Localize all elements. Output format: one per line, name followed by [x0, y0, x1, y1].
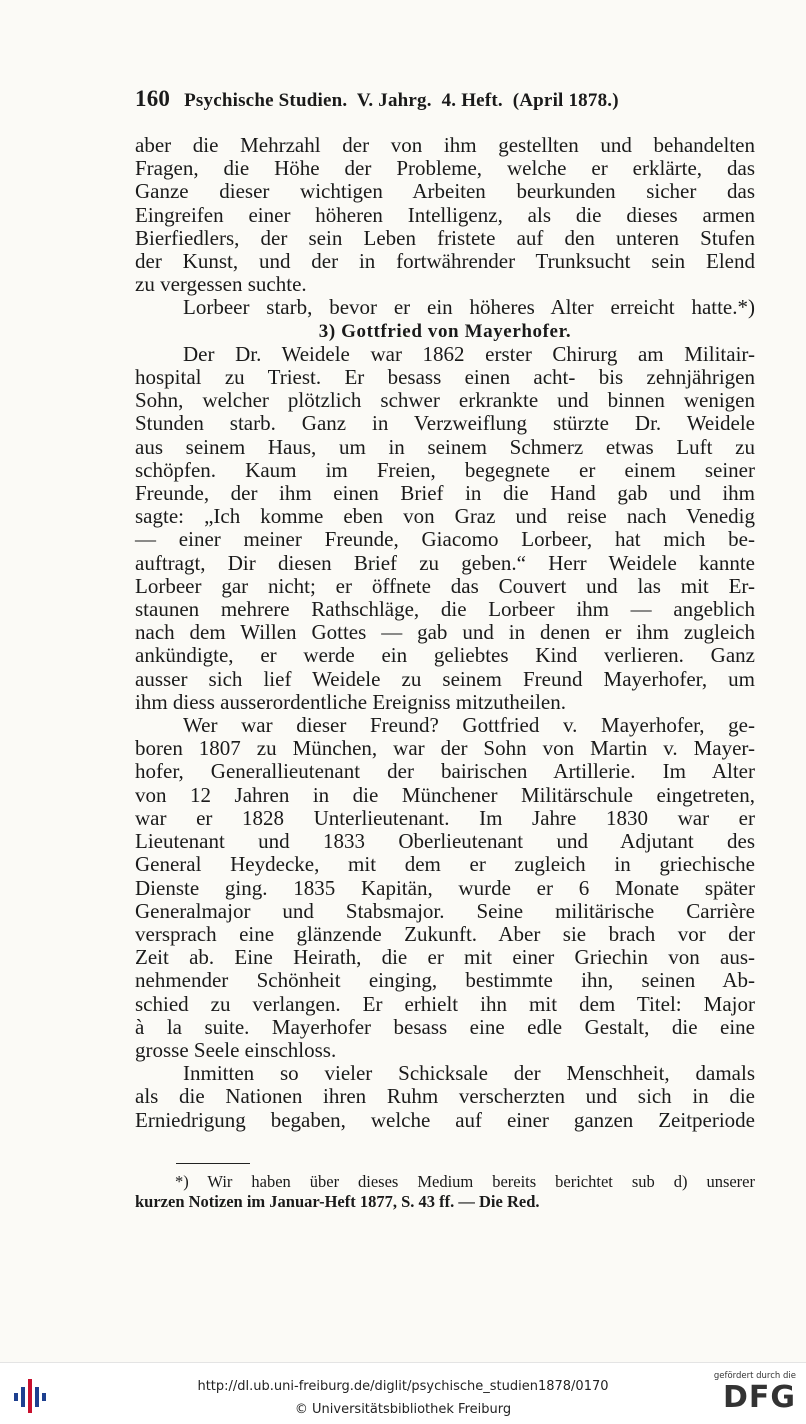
permalink-url[interactable]: http://dl.ub.uni-freiburg.de/diglit/psychische_studien1878/0170 [197, 1379, 609, 1394]
viewer-footer [0, 1362, 806, 1424]
text-line: nehmender Schönheit einging, bestimmte ihn, seinen Ab- [135, 968, 755, 993]
text-line: Ganze dieser wichtigen Arbeiten beurkunden sicher das [135, 179, 755, 204]
text-line: staunen mehrere Rathschläge, die Lorbeer ihm — angeblich [135, 597, 755, 622]
text-line: aus seinem Haus, um in seinem Schmerz etwas Luft zu [135, 434, 755, 459]
text-line: à la suite. Mayerhofer besass eine edle Gestalt, die eine [135, 1014, 755, 1039]
text-line: Erniedrigung begaben, welche auf einer ganzen Zeitperiode [135, 1107, 755, 1132]
text-line: Generalmajor und Stabsmajor. Seine militärische Carrière [135, 898, 755, 923]
running-head [135, 86, 755, 112]
text-line: Eingreifen einer höheren Intelligenz, als die dieses armen [135, 202, 755, 227]
text-line: ausser sich lief Weidele zu seinem Freund Mayerhofer, um [135, 666, 755, 691]
text-line: Wer war dieser Freund? Gottfried v. Mayerhofer, ge- [183, 713, 755, 738]
text-line: als die Nationen ihren Ruhm verscherzten und sich in die [135, 1084, 755, 1109]
text-line: ankündigte, er werde ein geliebtes Kind verlieren. Ganz [135, 643, 755, 668]
running-title: Psychische Studien. V. Jahrg. 4. Heft. (April 1878.) [184, 90, 619, 111]
text-line: Lieutenant und 1833 Oberlieutenant und Adjutant des [135, 829, 755, 854]
page-number: 160 [135, 86, 171, 111]
text-line: grosse Seele einschloss. [135, 1037, 337, 1062]
text-line: versprach eine glänzende Zukunft. Aber sie brach vor der [135, 921, 755, 946]
text-line: Zeit ab. Eine Heirath, die er mit einer Griechin von aus- [135, 945, 755, 970]
text-line: Der Dr. Weidele war 1862 erster Chirurg am Militair- [183, 341, 755, 366]
text-line: Lorbeer starb, bevor er ein höheres Alter erreicht hatte.*) [183, 295, 755, 320]
body-text [135, 134, 755, 1132]
text-line: schöpfen. Kaum im Freien, begegnete er einem seiner [135, 457, 755, 482]
text-line: hospital zu Triest. Er besass einen acht- bis zehnjährigen [135, 365, 755, 390]
text-line: Fragen, die Höhe der Probleme, welche er erklärte, das [135, 156, 755, 181]
dfg-logo-icon: DFG [722, 1380, 796, 1415]
text-line: Sohn, welcher plötzlich schwer erkrankte und binnen wenigen [135, 388, 755, 413]
text-line: boren 1807 zu München, war der Sohn von Martin v. Mayer- [135, 736, 755, 761]
copyright-notice: © Universitätsbibliothek Freiburg [294, 1402, 512, 1417]
text-line: schied zu verlangen. Er erhielt ihn mit dem Titel: Major [135, 991, 755, 1016]
text-line: hofer, Generallieutenant der bairischen Artillerie. Im Alter [135, 759, 755, 784]
text-line: — einer meiner Freunde, Giacomo Lorbeer, hat mich be- [135, 527, 755, 552]
dfg-funding-badge [706, 1371, 796, 1419]
section-heading: 3) Gottfried von Mayerhofer. [318, 320, 572, 342]
text-line: General Heydecke, mit dem er zugleich in griechische [135, 852, 755, 877]
text-line: war er 1828 Unterlieutenant. Im Jahre 1830 war er [135, 805, 755, 830]
text-line: Dienste ging. 1835 Kapitän, wurde er 6 Monate später [135, 875, 755, 900]
text-line: sagte: „Ich komme eben von Graz und reise nach Venedig [135, 504, 755, 529]
text-line: Bierfiedlers, der sein Leben fristete auf den unteren Stufen [135, 225, 755, 250]
text-line: ihm diess ausserordentliche Ereigniss mitzutheilen. [135, 689, 566, 714]
text-line: Lorbeer gar nicht; er öffnete das Couvert und las mit Er- [135, 573, 755, 598]
footnote-line: kurzen Notizen im Januar-Heft 1877, S. 43 ff. — Die Red. [135, 1192, 540, 1211]
footnote-rule [176, 1163, 250, 1164]
text-line: Freunde, der ihm einen Brief in die Hand gab und ihm [135, 481, 755, 506]
footnote-line: *) Wir haben über dieses Medium bereits berichtet sub d) unserer [175, 1172, 755, 1191]
text-line: aber die Mehrzahl der von ihm gestellten und behandelten [135, 133, 755, 157]
footnote [135, 1172, 755, 1212]
text-line: auftragt, Dir diesen Brief zu geben.“ Herr Weidele kannte [135, 550, 755, 575]
text-line: nach dem Willen Gottes — gab und in denen er ihm zugleich [135, 620, 755, 645]
dfg-caption: gefördert durch die [713, 1371, 796, 1381]
text-line: Inmitten so vieler Schicksale der Menschheit, damals [183, 1061, 755, 1086]
text-line: zu vergessen suchte. [135, 272, 307, 297]
text-line: von 12 Jahren in die Münchener Militärschule eingetreten, [135, 782, 755, 807]
text-line: Stunden starb. Ganz in Verzweiflung stürzte Dr. Weidele [135, 411, 755, 436]
text-line: der Kunst, und der in fortwährender Trunksucht sein Elend [135, 249, 755, 274]
